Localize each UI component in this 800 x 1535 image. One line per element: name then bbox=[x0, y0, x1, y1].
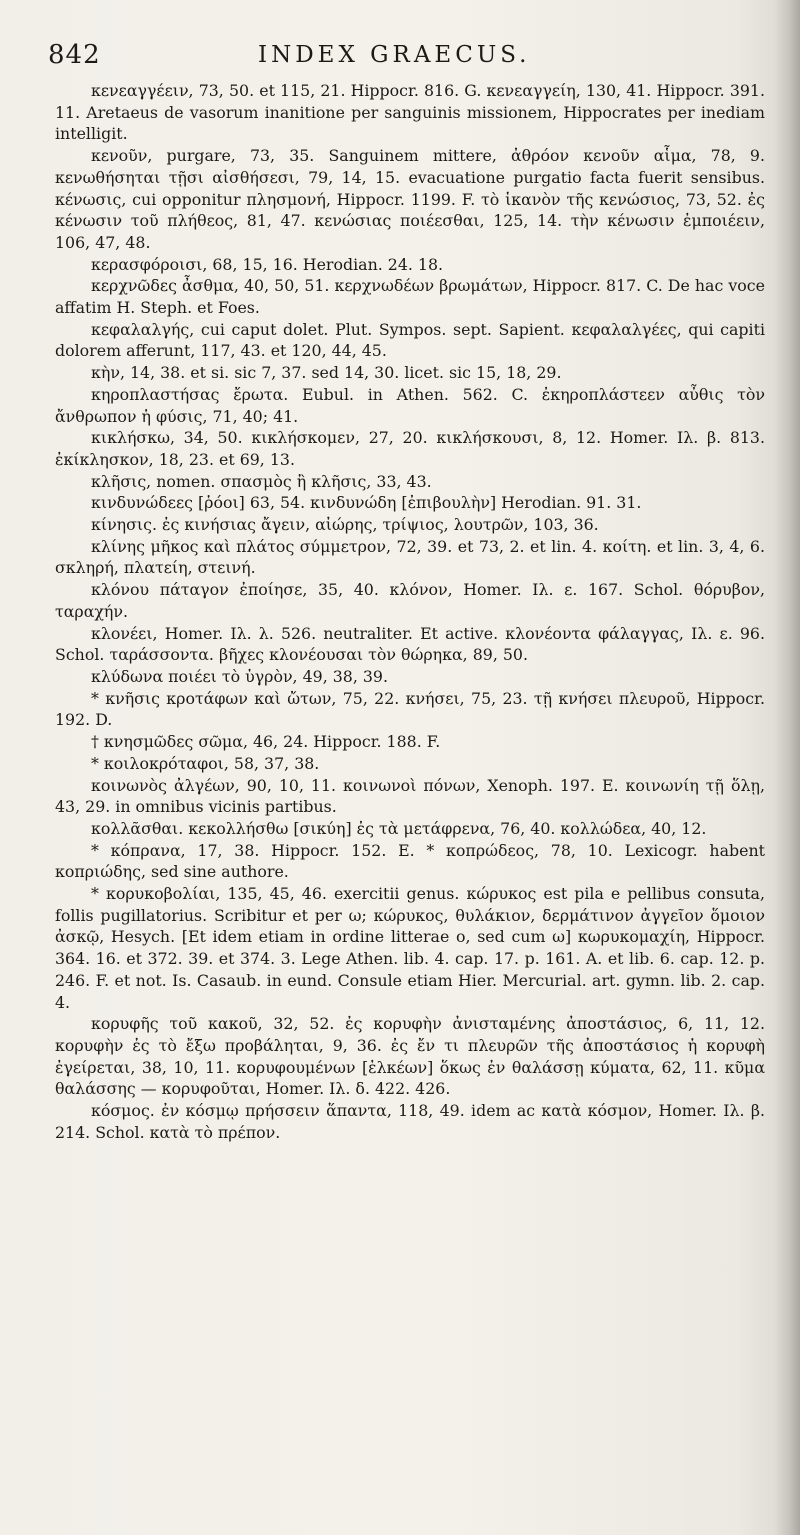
index-entry: κλῆσις, nomen. σπασμὸς ἢ κλῆσις, 33, 43. bbox=[91, 471, 432, 491]
index-entry: κίνησις. ἐς κινήσιας ἄγειν, αἰώρης, τρίψιος, λουτρῶν, 103, 36. bbox=[91, 515, 599, 535]
page-header bbox=[48, 38, 768, 78]
index-entry: κικλήσκω, 34, 50. κικλήσκομεν, 27, 20. κικλήσκουσι, 8, 12. Homer. Ιλ. β. 813. ἐκίκλησκον, 18, 23. et 69, 13. bbox=[55, 428, 765, 469]
index-entry: κενεαγγέειν, 73, 50. et 115, 21. Hippocr. 816. G. κενεαγγείη, 130, 41. Hippocr. 391. 11. Aretaeus de vasorum inanitione per sanguinis missionem, Hippocrates per inediam intelligit. bbox=[55, 81, 765, 144]
index-entry: * κνῆσις κροτάφων καὶ ὤτων, 75, 22. κνήσει, 75, 23. τῇ κνήσει πλευροῦ, Hippocr. 192. D. bbox=[55, 688, 765, 730]
index-entry: κερχνῶδες ἆσθμα, 40, 50, 51. κερχνωδέων βρωμάτων, Hippocr. 817. C. De hac voce affatim H. Steph. et Foes. bbox=[55, 276, 765, 318]
index-entry: κλονέει, Homer. Ιλ. λ. 526. neutraliter. Et active. κλονέοντα φάλαγγας, Ιλ. ε. 96. Schol. ταράσσοντα. βῆχες κλονέουσαι τὸν θώρηκα, 89, 50. bbox=[55, 623, 765, 665]
index-entry: κορυφῆς τοῦ κακοῦ, 32, 52. ἐς κορυφὴν ἀνισταμένης ἀποστάσιος, 6, 11, 12. κορυφὴν ἐς τὸ ἔξω προβάληται, 9, 36. ἐς ἔν τι πλευρῶν τῆς ἀποστάσιος ἡ κορυφὴ ἐγείρεται, 38, 10, 11. κορυφουμένων [ἑλκέων] ὅκως ἐν θαλάσσῃ κύματα, 62, 11. κῦμα θαλάσσης — κορυφοῦται, Homer. Ιλ. δ. 422. 426. bbox=[55, 1014, 765, 1099]
index-entry: κόσμος. ἐν κόσμῳ πρήσσειν ἅπαντα, 118, 49. idem ac κατὰ κόσμον, Homer. Ιλ. β. 214. Schol. κατὰ τὸ πρέπον. bbox=[55, 1101, 765, 1142]
index-entry: * κόπρανα, 17, 38. Hippocr. 152. E. * κοπρώδεος, 78, 10. Lexicogr. habent κοπριώδης, sed sine authore. bbox=[55, 840, 765, 882]
index-entry: κερασφόροισι, 68, 15, 16. Herodian. 24. 18. bbox=[91, 254, 444, 274]
index-entry: κινδυνώδεες [ῥόοι] 63, 54. κινδυνώδη [ἐπιβουλὴν] Herodian. 91. 31. bbox=[91, 493, 642, 513]
index-entry: κλόνου πάταγον ἐποίησε, 35, 40. κλόνον, Homer. Ιλ. ε. 167. Schol. θόρυβον, ταραχήν. bbox=[55, 580, 765, 621]
page-number: 842 bbox=[48, 40, 101, 70]
index-entry: κλύδωνα ποιέει τὸ ὑγρὸν, 49, 38, 39. bbox=[91, 666, 389, 686]
index-entry: κλίνης μῆκος καὶ πλάτος σύμμετρον, 72, 39. et 73, 2. et lin. 4. κοίτη. et lin. 3, 4, 6. σκληρή, πλατείη, στεινή. bbox=[55, 536, 765, 578]
index-entry: κολλᾶσθαι. κεκολλήσθω [σικύη] ἐς τὰ μετάφρενα, 76, 40. κολλώδεα, 40, 12. bbox=[91, 818, 707, 838]
index-entry: κενοῦν, purgare, 73, 35. Sanguinem mittere, ἀθρόον κενοῦν αἷμα, 78, 9. κενωθήσηται τῇσι αἰσθήσεσι, 79, 14, 15. evacuatione purgatio facta fuerit sensibus. κένωσις, cui opponitur πλησμονή, Hippocr. 1199. F. τὸ ἱκανὸν τῆς κενώσιος, 73, 52. ἐς κένωσιν τοῦ πλήθεος, 81, 47. κενώσιας ποιέεσθαι, 125, 14. τὴν κένωσιν ἐμποιέειν, 106, 47, 48. bbox=[55, 146, 765, 252]
index-entry: κηροπλαστήσας ἔρωτα. Eubul. in Athen. 562. C. ἐκηροπλάστεεν αὖθις τὸν ἄνθρωπον ἡ φύσις, 71, 40; 41. bbox=[55, 384, 765, 426]
index-entry: † κνησμῶδες σῶμα, 46, 24. Hippocr. 188. F. bbox=[91, 732, 441, 752]
index-entries bbox=[55, 80, 765, 1143]
index-entry: * κορυκοβολίαι, 135, 45, 46. exercitii genus. κώρυκος est pila e pellibus consuta, follis pugillatorius. Scribitur et per ω; κώρυκος, θυλάκιον, δερμάτινον ἀγγεῖον ὅμοιον ἀσκῷ, Hesych. [Et idem etiam in ordine litterae o, sed cum ω] κωρυκομαχίη, Hippocr. 364. 16. et 372. 39. et 374. 3. Lege Athen. lib. 4. cap. 17. p. 161. A. et lib. 6. cap. 12. p. 246. F. et not. Is. Casaub. in eund. Consule etiam Hier. Mercurial. art. gymn. lib. 2. cap. 4. bbox=[55, 884, 765, 1012]
page-edge-shadow bbox=[774, 0, 800, 1535]
index-entry: κοινωνὸς ἀλγέων, 90, 10, 11. κοινωνοὶ πόνων, Xenoph. 197. E. κοινωνίη τῇ ὅλῃ, 43, 29. in omnibus vicinis partibus. bbox=[55, 775, 765, 817]
index-entry: * κοιλοκρόταφοι, 58, 37, 38. bbox=[91, 753, 320, 773]
running-title: INDEX GRAECUS. bbox=[258, 42, 531, 68]
index-entry: κεφαλαλγής, cui caput dolet. Plut. Sympos. sept. Sapient. κεφαλαλγέες, qui capiti dolorem afferunt, 117, 43. et 120, 44, 45. bbox=[55, 319, 765, 361]
index-entry: κὴν, 14, 38. et si. sic 7, 37. sed 14, 30. licet. sic 15, 18, 29. bbox=[91, 363, 562, 383]
